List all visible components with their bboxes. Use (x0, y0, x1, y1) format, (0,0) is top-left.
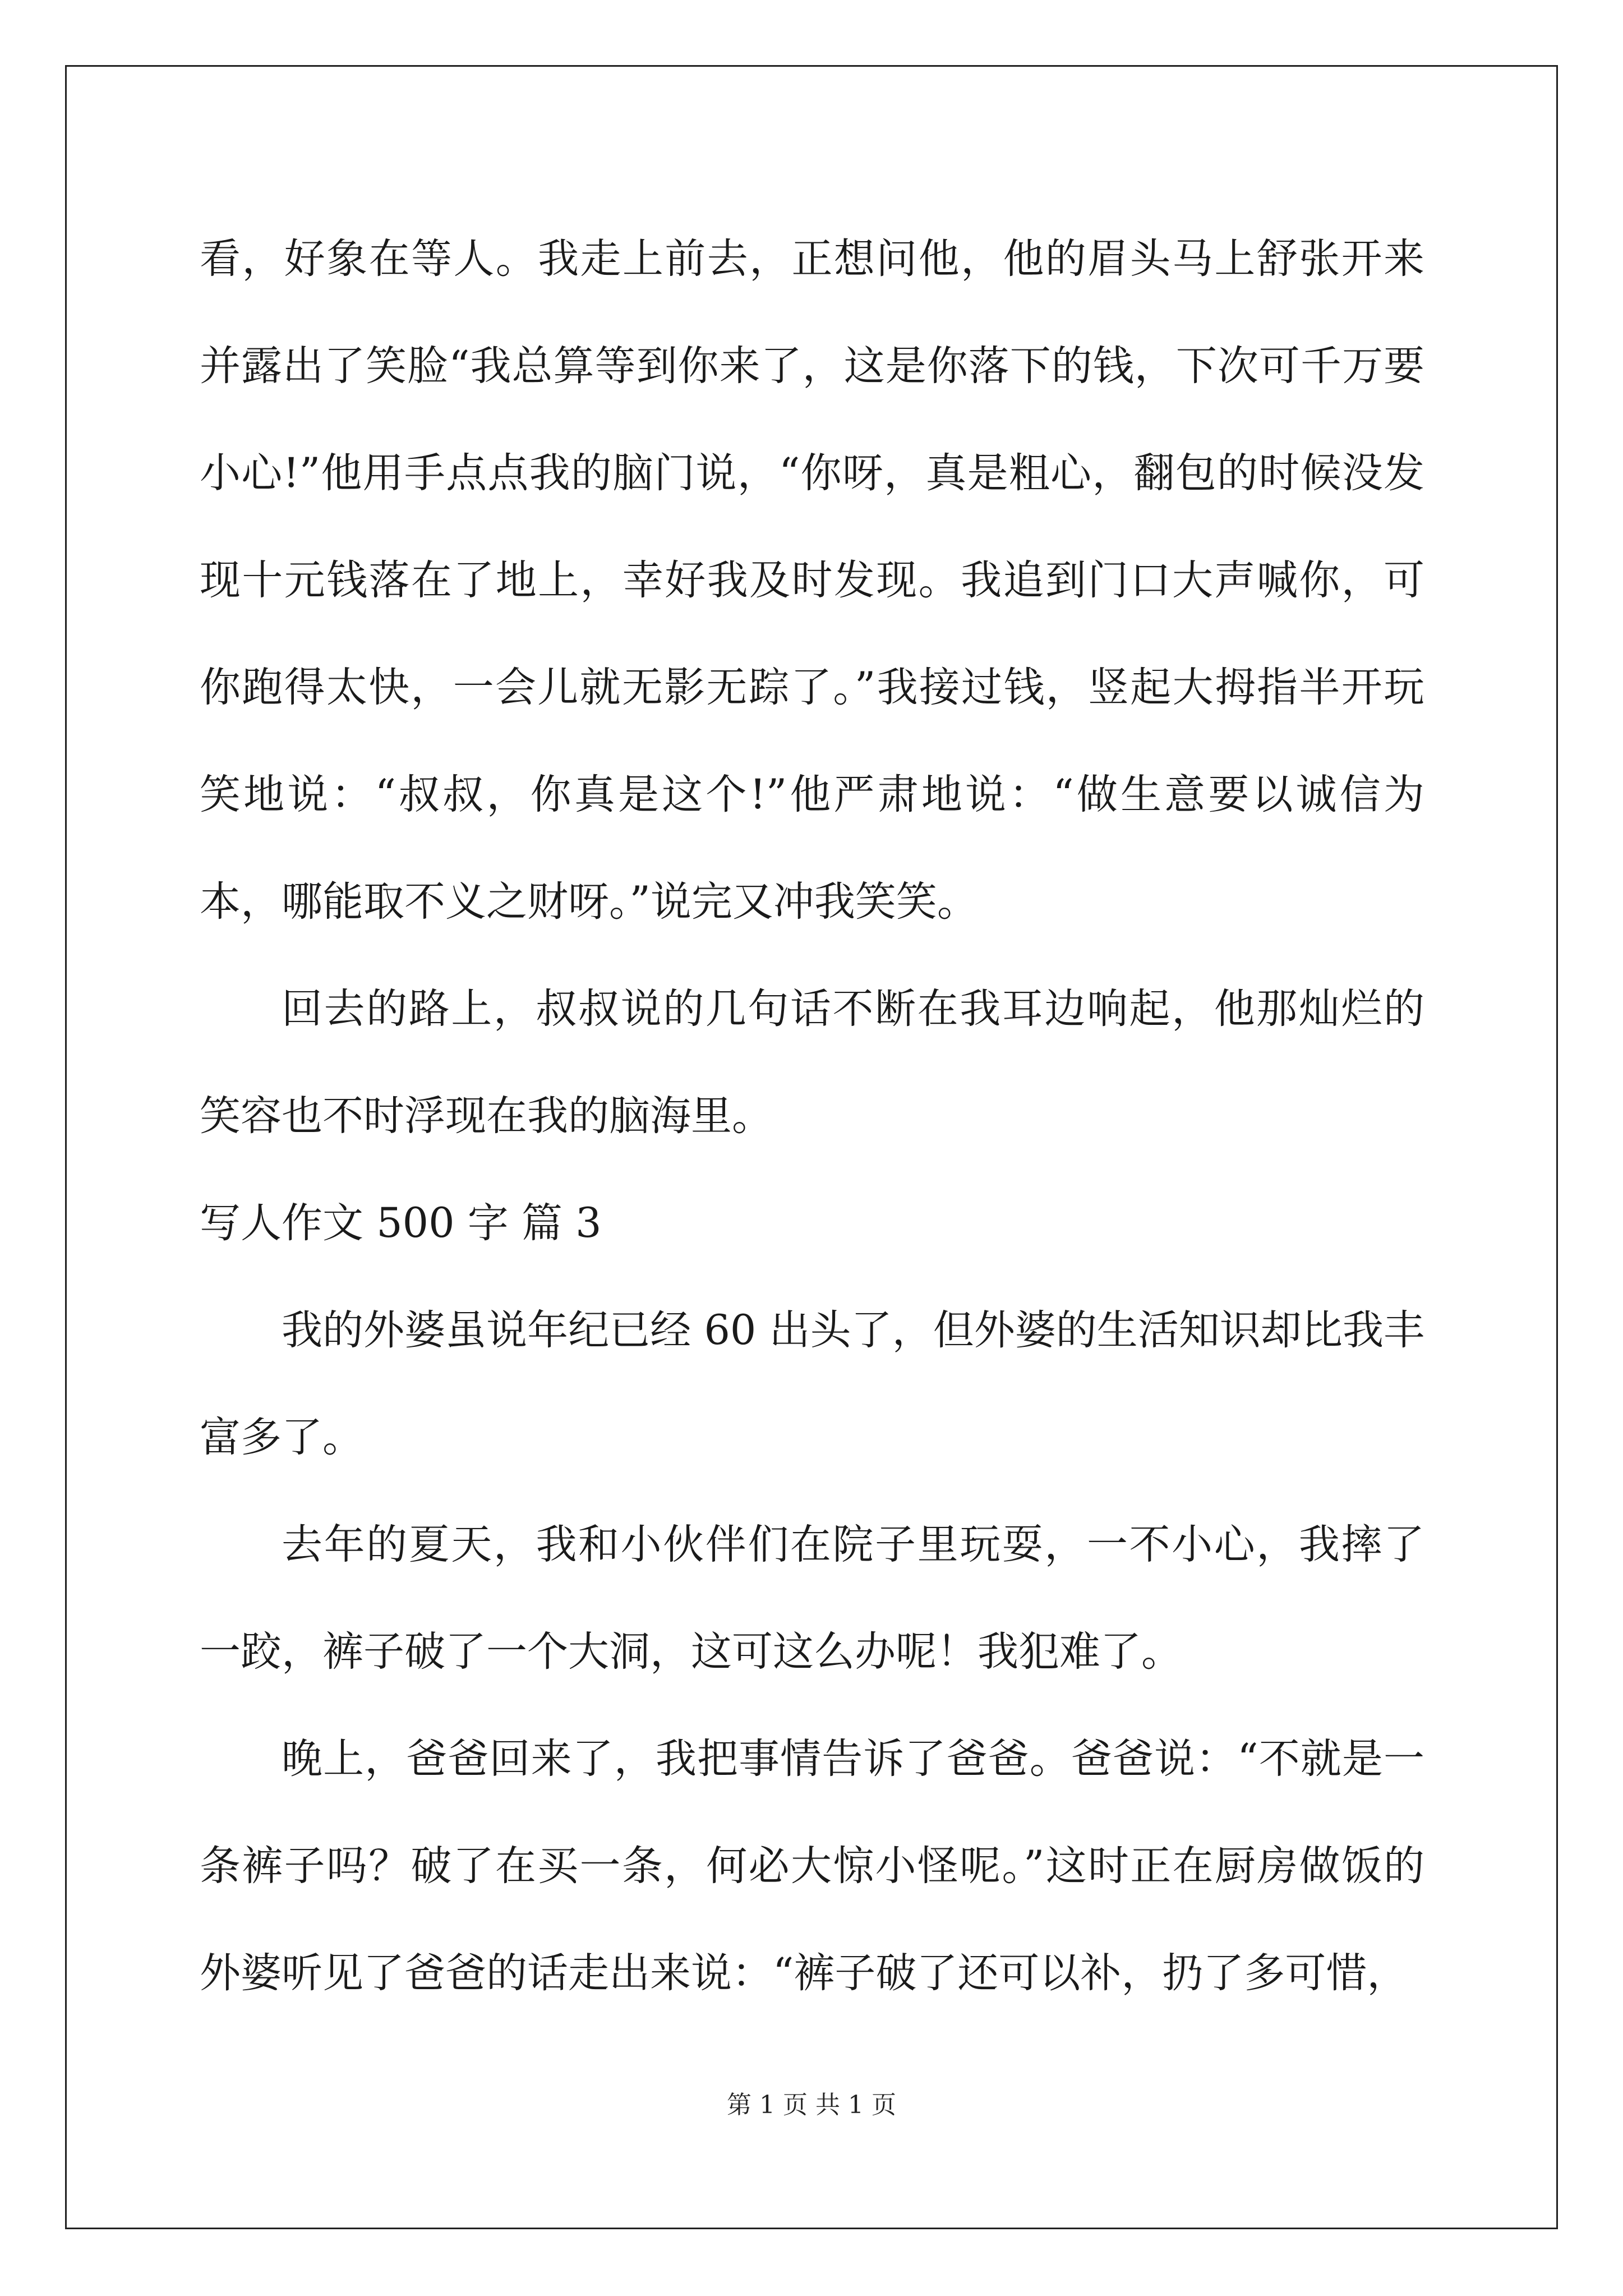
paragraph: 回去的路上，叔叔说的几句话不断在我耳边响起，他那灿烂的笑容也不时浮现在我的脑海里。 (200, 985, 1424, 1140)
document-body (200, 205, 1424, 2027)
paragraph: 我的外婆虽说年纪已经 60 出头了，但外婆的生活知识却比我丰富多了。 (200, 1306, 1424, 1461)
paragraph: 去年的夏天，我和小伙伴们在院子里玩耍，一不小心，我摔了一跤，裤子破了一个大洞，这可这么办呢！我犯难了。 (200, 1521, 1424, 1676)
paragraph: 晚上，爸爸回来了，我把事情告诉了爸爸。爸爸说：“不就是一条裤子吗？破了在买一条，何必大惊小怪呢。”这时正在厨房做饭的外婆听见了爸爸的话走出来说：“裤子破了还可以补，扔了多可惜， (200, 1735, 1424, 1997)
section-heading: 写人作文 500 字 篇 3 (200, 1199, 602, 1247)
paragraph: 看，好象在等人。我走上前去，正想问他，他的眉头马上舒张开来并露出了笑脸“我总算等到你来了，这是你落下的钱，下次可千万要小心!”他用手点点我的脑门说，“你呀，真是粗心，翻包的时候没发现十元钱落在了地上，幸好我及时发现。我追到门口大声喊你，可你跑得太快，一会儿就无影无踪了。”我接过钱，竖起大拇指半开玩笑地说：“叔叔，你真是这个!”他严肃地说：“做生意要以诚信为本，哪能取不义之财呀。”说完又冲我笑笑。 (200, 235, 1424, 926)
page-number-footer: 第 1 页 共 1 页 (727, 2091, 896, 2119)
